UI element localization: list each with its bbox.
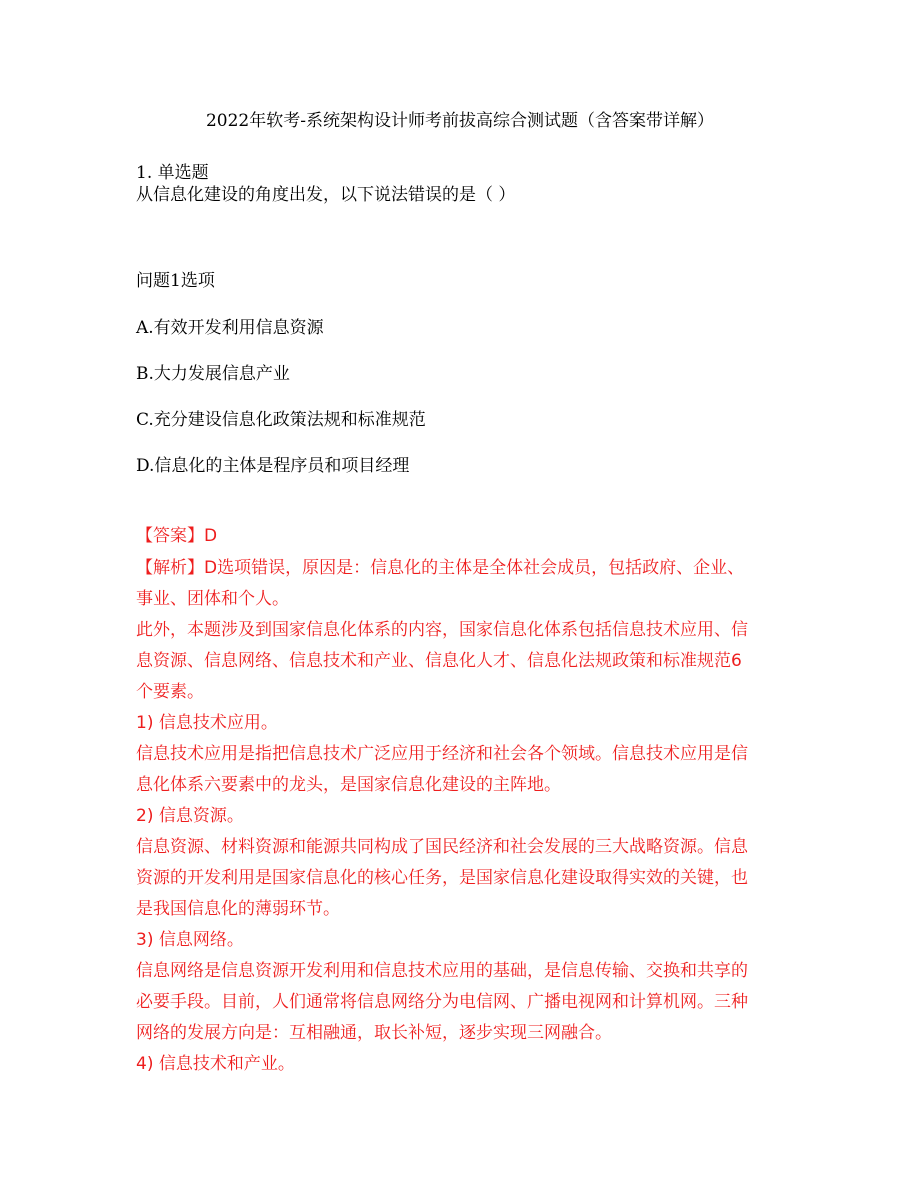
analysis-line: 此外，本题涉及到国家信息化体系的内容，国家信息化体系包括信息技术应用、信 (136, 620, 748, 640)
option-b: B.大力发展信息产业 (136, 364, 290, 384)
option-a: A.有效开发利用信息资源 (136, 318, 324, 338)
analysis-heading: 2) 信息资源。 (136, 806, 244, 826)
analysis-line: 息资源、信息网络、信息技术和产业、信息化人才、信息化法规政策和标准规范6 (136, 651, 742, 671)
analysis-heading: 4) 信息技术和产业。 (136, 1054, 295, 1074)
analysis-line: 资源的开发利用是国家信息化的核心任务，是国家信息化建设取得实效的关键，也 (136, 868, 748, 888)
option-c: C.充分建设信息化政策法规和标准规范 (136, 410, 426, 430)
analysis-line: 信息网络是信息资源开发利用和信息技术应用的基础，是信息传输、交换和共享的 (136, 961, 748, 981)
analysis-line: 是我国信息化的薄弱环节。 (136, 899, 340, 919)
question-stem: 从信息化建设的角度出发，以下说法错误的是（ ） (136, 185, 516, 205)
analysis-line: 【解析】D选项错误，原因是：信息化的主体是全体社会成员，包括政府、企业、 (136, 558, 745, 578)
analysis-line: 事业、团体和个人。 (136, 589, 289, 609)
question-number-type: 1. 单选题 (136, 163, 209, 183)
analysis-line: 必要手段。目前，人们通常将信息网络分为电信网、广播电视网和计算机网。三种 (136, 992, 748, 1012)
analysis-line: 信息资源、材料资源和能源共同构成了国民经济和社会发展的三大战略资源。信息 (136, 837, 748, 857)
analysis-heading: 1) 信息技术应用。 (136, 713, 278, 733)
analysis-line: 息化体系六要素中的龙头，是国家信息化建设的主阵地。 (136, 775, 561, 795)
document-title: 2022年软考-系统架构设计师考前拔高综合测试题（含答案带详解） (205, 111, 714, 131)
analysis-line: 网络的发展方向是：互相融通，取长补短，逐步实现三网融合。 (136, 1023, 612, 1043)
options-label: 问题1选项 (136, 271, 215, 291)
option-d: D.信息化的主体是程序员和项目经理 (136, 456, 410, 476)
analysis-heading: 3) 信息网络。 (136, 930, 244, 950)
analysis-line: 个要素。 (136, 682, 204, 702)
analysis-line: 信息技术应用是指把信息技术广泛应用于经济和社会各个领域。信息技术应用是信 (136, 744, 748, 764)
answer-label: 【答案】D (136, 526, 218, 546)
